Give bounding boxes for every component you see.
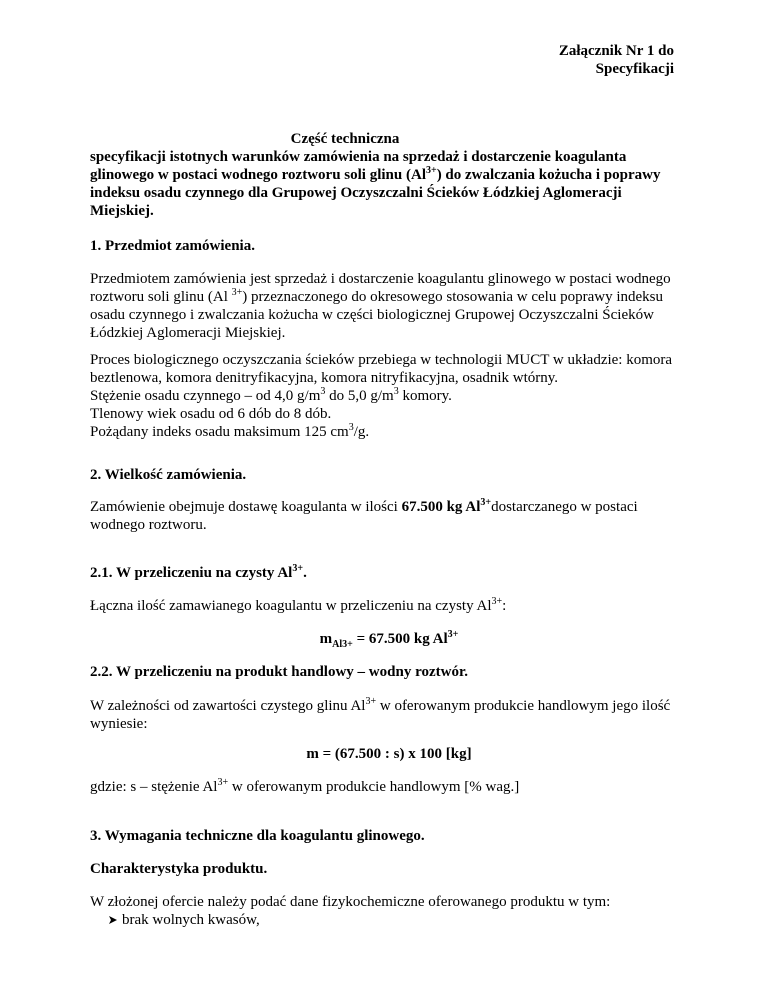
section-1-paragraph-1 <box>90 270 688 342</box>
title-line-2: glinowego w postaci wodnego roztworu soli glinu $(Al^{3+})$ do zwalczania kożucha i poprawy <box>90 165 661 183</box>
section-2-2-heading: 2.2. W przeliczeniu na produkt handlowy – wodny roztwór. <box>90 664 468 680</box>
s22-p1-line-2: wyniesie: <box>90 716 148 732</box>
s1-p2-line-1: Proces biologicznego oczyszczania ścieków przebiega w technologii MUCT w układzie: komora <box>90 352 673 368</box>
s1-p2-line-4: Tlenowy wiek osadu od 6 dób do 8 dób. <box>90 406 332 422</box>
section-1-paragraph-2 <box>90 351 688 441</box>
s1-p1-line-3: osadu czynnego i zwalczania kożucha w części biologicznej Grupowej Oczyszczalni Ścieków <box>90 307 654 323</box>
title-heading: Część techniczna <box>290 131 400 147</box>
s22-p1-line-1: W zależności od zawartości czystego glinu $Al^{3+}$ w oferowanym produkcie handlowym jego ilość <box>90 696 671 714</box>
section-2-1-text: Łączna ilość zamawianego koagulantu w przeliczeniu na czysty $Al^{3+}$: <box>90 596 507 614</box>
annex-label <box>548 42 674 78</box>
s2-p1-line-2: wodnego roztworu. <box>90 517 207 533</box>
bullet-1-text: brak wolnych kwasów, <box>122 912 260 928</box>
section-1-heading: 1. Przedmiot zamówienia. <box>90 238 255 254</box>
s1-p1-line-1: Przedmiotem zamówienia jest sprzedaż i dostarczenie koagulantu glinowego w postaci wodnego <box>90 271 671 287</box>
s1-p1-line-4: Łódzkiej Aglomeracji Miejskiej. <box>90 325 286 341</box>
section-2-2-formula: m = (67.500 : s) x 100 [kg] <box>306 746 472 762</box>
title-line-3: indeksu osadu czynnego dla Grupowej Oczyszczalni Ścieków Łódzkiej Aglomeracji <box>90 185 622 201</box>
s1-p2-line-3: Stężenie osadu czynnego – od 4,0 $g/m^3$ do 5,0 $g/m^3$ komory. <box>90 386 452 404</box>
title-body <box>90 148 690 220</box>
title-line-4: Miejskiej. <box>90 203 154 219</box>
section-2-2-paragraph <box>90 697 688 733</box>
s1-p1-line-2: roztworu soli glinu (Al $^{3+}$) przeznaczonego do okresowego stosowania w celu poprawy indeksu <box>90 287 663 305</box>
section-3-subheading: Charakterystyka produktu. <box>90 861 268 877</box>
section-2-heading: 2. Wielkość zamówienia. <box>90 467 247 483</box>
s1-p2-line-2: beztlenowa, komora denitryfikacyjna, komora nitryfikacyjna, osadnik wtórny. <box>90 370 559 386</box>
section-3-paragraph: W złożonej ofercie należy podać dane fizykochemiczne oferowanego produktu w tym: <box>90 894 611 910</box>
s1-p2-line-5: Pożądany indeks osadu maksimum 125 $cm^3/g$. <box>90 422 370 440</box>
annex-line-2: Specyfikacji <box>595 61 674 77</box>
section-2-1-heading: 2.1. W przeliczeniu na czysty $Al^{3+}$. <box>90 563 307 581</box>
title-line-1: specyfikacji istotnych warunków zamówienia na sprzedaż i dostarczenie koagulanta <box>90 149 627 165</box>
section-3-heading: 3. Wymagania techniczne dla koagulantu glinowego. <box>90 828 425 844</box>
annex-line-1: Załącznik Nr 1 do <box>558 43 674 59</box>
arrow-bullet-icon <box>108 911 122 929</box>
s2-p1-line-1: Zamówienie obejmuje dostawę koagulanta w ilości 67.500 kg $Al^{3+}dostarczanego$ w postaci <box>90 497 638 515</box>
section-2-paragraph <box>90 498 688 534</box>
section-2-2-where: gdzie: s – stężenie $Al^{3+}$ w oferowanym produkcie handlowym [% wag.] <box>90 777 520 795</box>
section-3-bullet-1 <box>108 911 260 929</box>
section-2-1-formula: $m_{Al3+} = 67.500$ kg $Al^{3+}$ <box>319 629 459 650</box>
